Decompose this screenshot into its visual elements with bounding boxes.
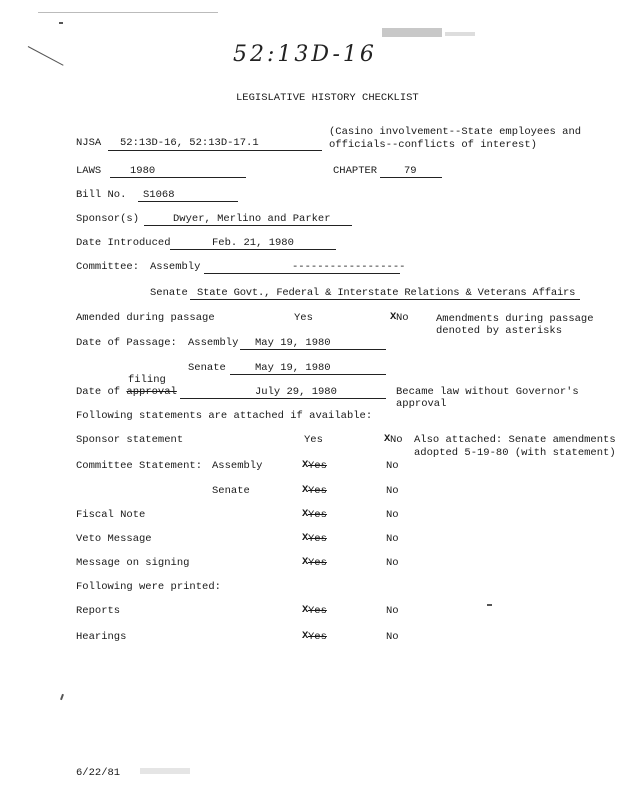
amended-no: No — [396, 312, 409, 324]
laws-label: LAWS — [76, 165, 102, 177]
laws-underline — [110, 177, 246, 178]
committee-statement-assembly-yes-struck — [302, 460, 327, 472]
x-mark-icon: X — [302, 508, 309, 520]
scan-artifact-dot — [487, 604, 492, 606]
chapter-label: CHAPTER — [333, 165, 378, 177]
veto-message-yes: Yes — [308, 533, 327, 545]
hearings-label: Hearings — [76, 631, 127, 643]
approval-note-line1: Became law without Governor's — [396, 386, 579, 398]
committee-assembly-label: Assembly — [150, 261, 201, 273]
veto-message-no: No — [386, 533, 399, 545]
passage-assembly-label: Assembly — [188, 337, 239, 349]
passage-label: Date of Passage: — [76, 337, 177, 349]
x-mark-icon: X — [302, 484, 309, 496]
njsa-value: 52:13D-16, 52:13D-17.1 — [120, 137, 259, 149]
x-mark-icon: X — [384, 433, 391, 445]
sponsor-statement-note-line2: adopted 5-19-80 (with statement) — [414, 447, 616, 459]
printed-heading: Following were printed: — [76, 581, 221, 593]
amended-label: Amended during passage — [76, 312, 215, 324]
committee-statement-senate-no: No — [386, 485, 399, 497]
reports-yes: Yes — [308, 605, 327, 617]
scan-artifact-dot — [60, 694, 64, 700]
chapter-value: 79 — [404, 165, 417, 177]
committee-senate-label: Senate — [150, 287, 188, 299]
message-signing-label: Message on signing — [76, 557, 190, 569]
committee-statement-assembly-yes: Yes — [308, 460, 327, 472]
message-signing-yes: Yes — [308, 557, 327, 569]
sponsor-statement-yes: Yes — [304, 434, 323, 446]
sponsors-label: Sponsor(s) — [76, 213, 140, 225]
amended-no-checked — [390, 312, 409, 324]
passage-assembly-underline — [240, 349, 386, 350]
approval-underline — [180, 398, 386, 399]
fiscal-note-label: Fiscal Note — [76, 509, 146, 521]
hearings-yes: Yes — [308, 631, 327, 643]
reports-yes-struck — [302, 605, 327, 617]
committee-assembly-underline — [204, 273, 400, 274]
committee-statement-senate-label: Senate — [212, 485, 250, 497]
approval-label-prefix: Date of — [76, 386, 121, 398]
laws-value: 1980 — [130, 165, 156, 177]
sponsor-statement-no-checked — [384, 434, 403, 446]
stamp-smudge — [445, 32, 475, 36]
stamp-smudge — [382, 28, 442, 37]
approval-note-line2: approval — [396, 398, 447, 410]
amended-note-line2: denoted by asterisks — [436, 325, 563, 337]
sponsor-statement-note-line1: Also attached: Senate amendments — [414, 434, 616, 446]
amended-yes: Yes — [294, 312, 313, 324]
passage-senate-label: Senate — [188, 362, 226, 374]
date-introduced-label: Date Introduced — [76, 237, 171, 249]
committee-senate-value: State Govt., Federal & Interstate Relations & Veterans Affairs — [197, 287, 576, 299]
page-title: LEGISLATIVE HISTORY CHECKLIST — [236, 92, 419, 104]
njsa-underline — [108, 150, 322, 151]
reports-label: Reports — [76, 605, 121, 617]
scan-artifact-smudge — [140, 768, 190, 774]
sponsors-value: Dwyer, Merlino and Parker — [173, 213, 331, 225]
x-mark-icon: X — [302, 630, 309, 642]
sponsor-statement-label: Sponsor statement — [76, 434, 184, 446]
veto-message-label: Veto Message — [76, 533, 152, 545]
approval-label — [76, 386, 177, 398]
njsa-note-line1: (Casino involvement--State employees and — [329, 126, 582, 138]
message-signing-no: No — [386, 557, 399, 569]
committee-statement-assembly-no: No — [386, 460, 399, 472]
approval-value: July 29, 1980 — [255, 386, 337, 398]
sponsor-statement-no: No — [390, 434, 403, 446]
approval-label-struck: approval — [126, 386, 177, 398]
passage-senate-underline — [230, 374, 386, 375]
committee-statement-senate-yes-struck — [302, 485, 327, 497]
committee-statement-label: Committee Statement: — [76, 460, 203, 472]
committee-assembly-value: ------------------ — [292, 261, 406, 273]
sponsors-underline — [144, 225, 352, 226]
bill-underline — [138, 201, 238, 202]
x-mark-icon: X — [302, 604, 309, 616]
x-mark-icon: X — [302, 459, 309, 471]
fiscal-note-yes: Yes — [308, 509, 327, 521]
hearings-no: No — [386, 631, 399, 643]
message-signing-yes-struck — [302, 557, 327, 569]
x-mark-icon: X — [302, 556, 309, 568]
njsa-label: NJSA — [76, 137, 102, 149]
x-mark-icon: X — [302, 532, 309, 544]
date-introduced-value: Feb. 21, 1980 — [212, 237, 294, 249]
committee-statement-assembly-label: Assembly — [212, 460, 263, 472]
handwritten-number: 52:13D-16 — [233, 42, 377, 67]
committee-statement-senate-yes: Yes — [308, 485, 327, 497]
passage-assembly-value: May 19, 1980 — [255, 337, 331, 349]
njsa-note-line2: officials--conflicts of interest) — [329, 139, 537, 151]
hearings-yes-struck — [302, 631, 327, 643]
fiscal-note-no: No — [386, 509, 399, 521]
x-mark-icon: X — [390, 311, 397, 323]
attached-heading: Following statements are attached if available: — [76, 410, 373, 422]
bill-value: S1068 — [143, 189, 175, 201]
passage-senate-value: May 19, 1980 — [255, 362, 331, 374]
fiscal-note-yes-struck — [302, 509, 327, 521]
amended-note-line1: Amendments during passage — [436, 313, 594, 325]
scan-artifact-dot — [59, 22, 63, 24]
scan-artifact-line — [38, 12, 218, 13]
bill-label: Bill No. — [76, 189, 127, 201]
veto-message-yes-struck — [302, 533, 327, 545]
approval-insert: filing — [128, 374, 166, 386]
footer-date: 6/22/81 — [76, 767, 121, 779]
reports-no: No — [386, 605, 399, 617]
date-introduced-underline — [170, 249, 336, 250]
chapter-underline — [380, 177, 442, 178]
committee-label: Committee: — [76, 261, 140, 273]
scan-artifact-stroke — [28, 46, 64, 66]
committee-senate-underline — [190, 299, 580, 300]
